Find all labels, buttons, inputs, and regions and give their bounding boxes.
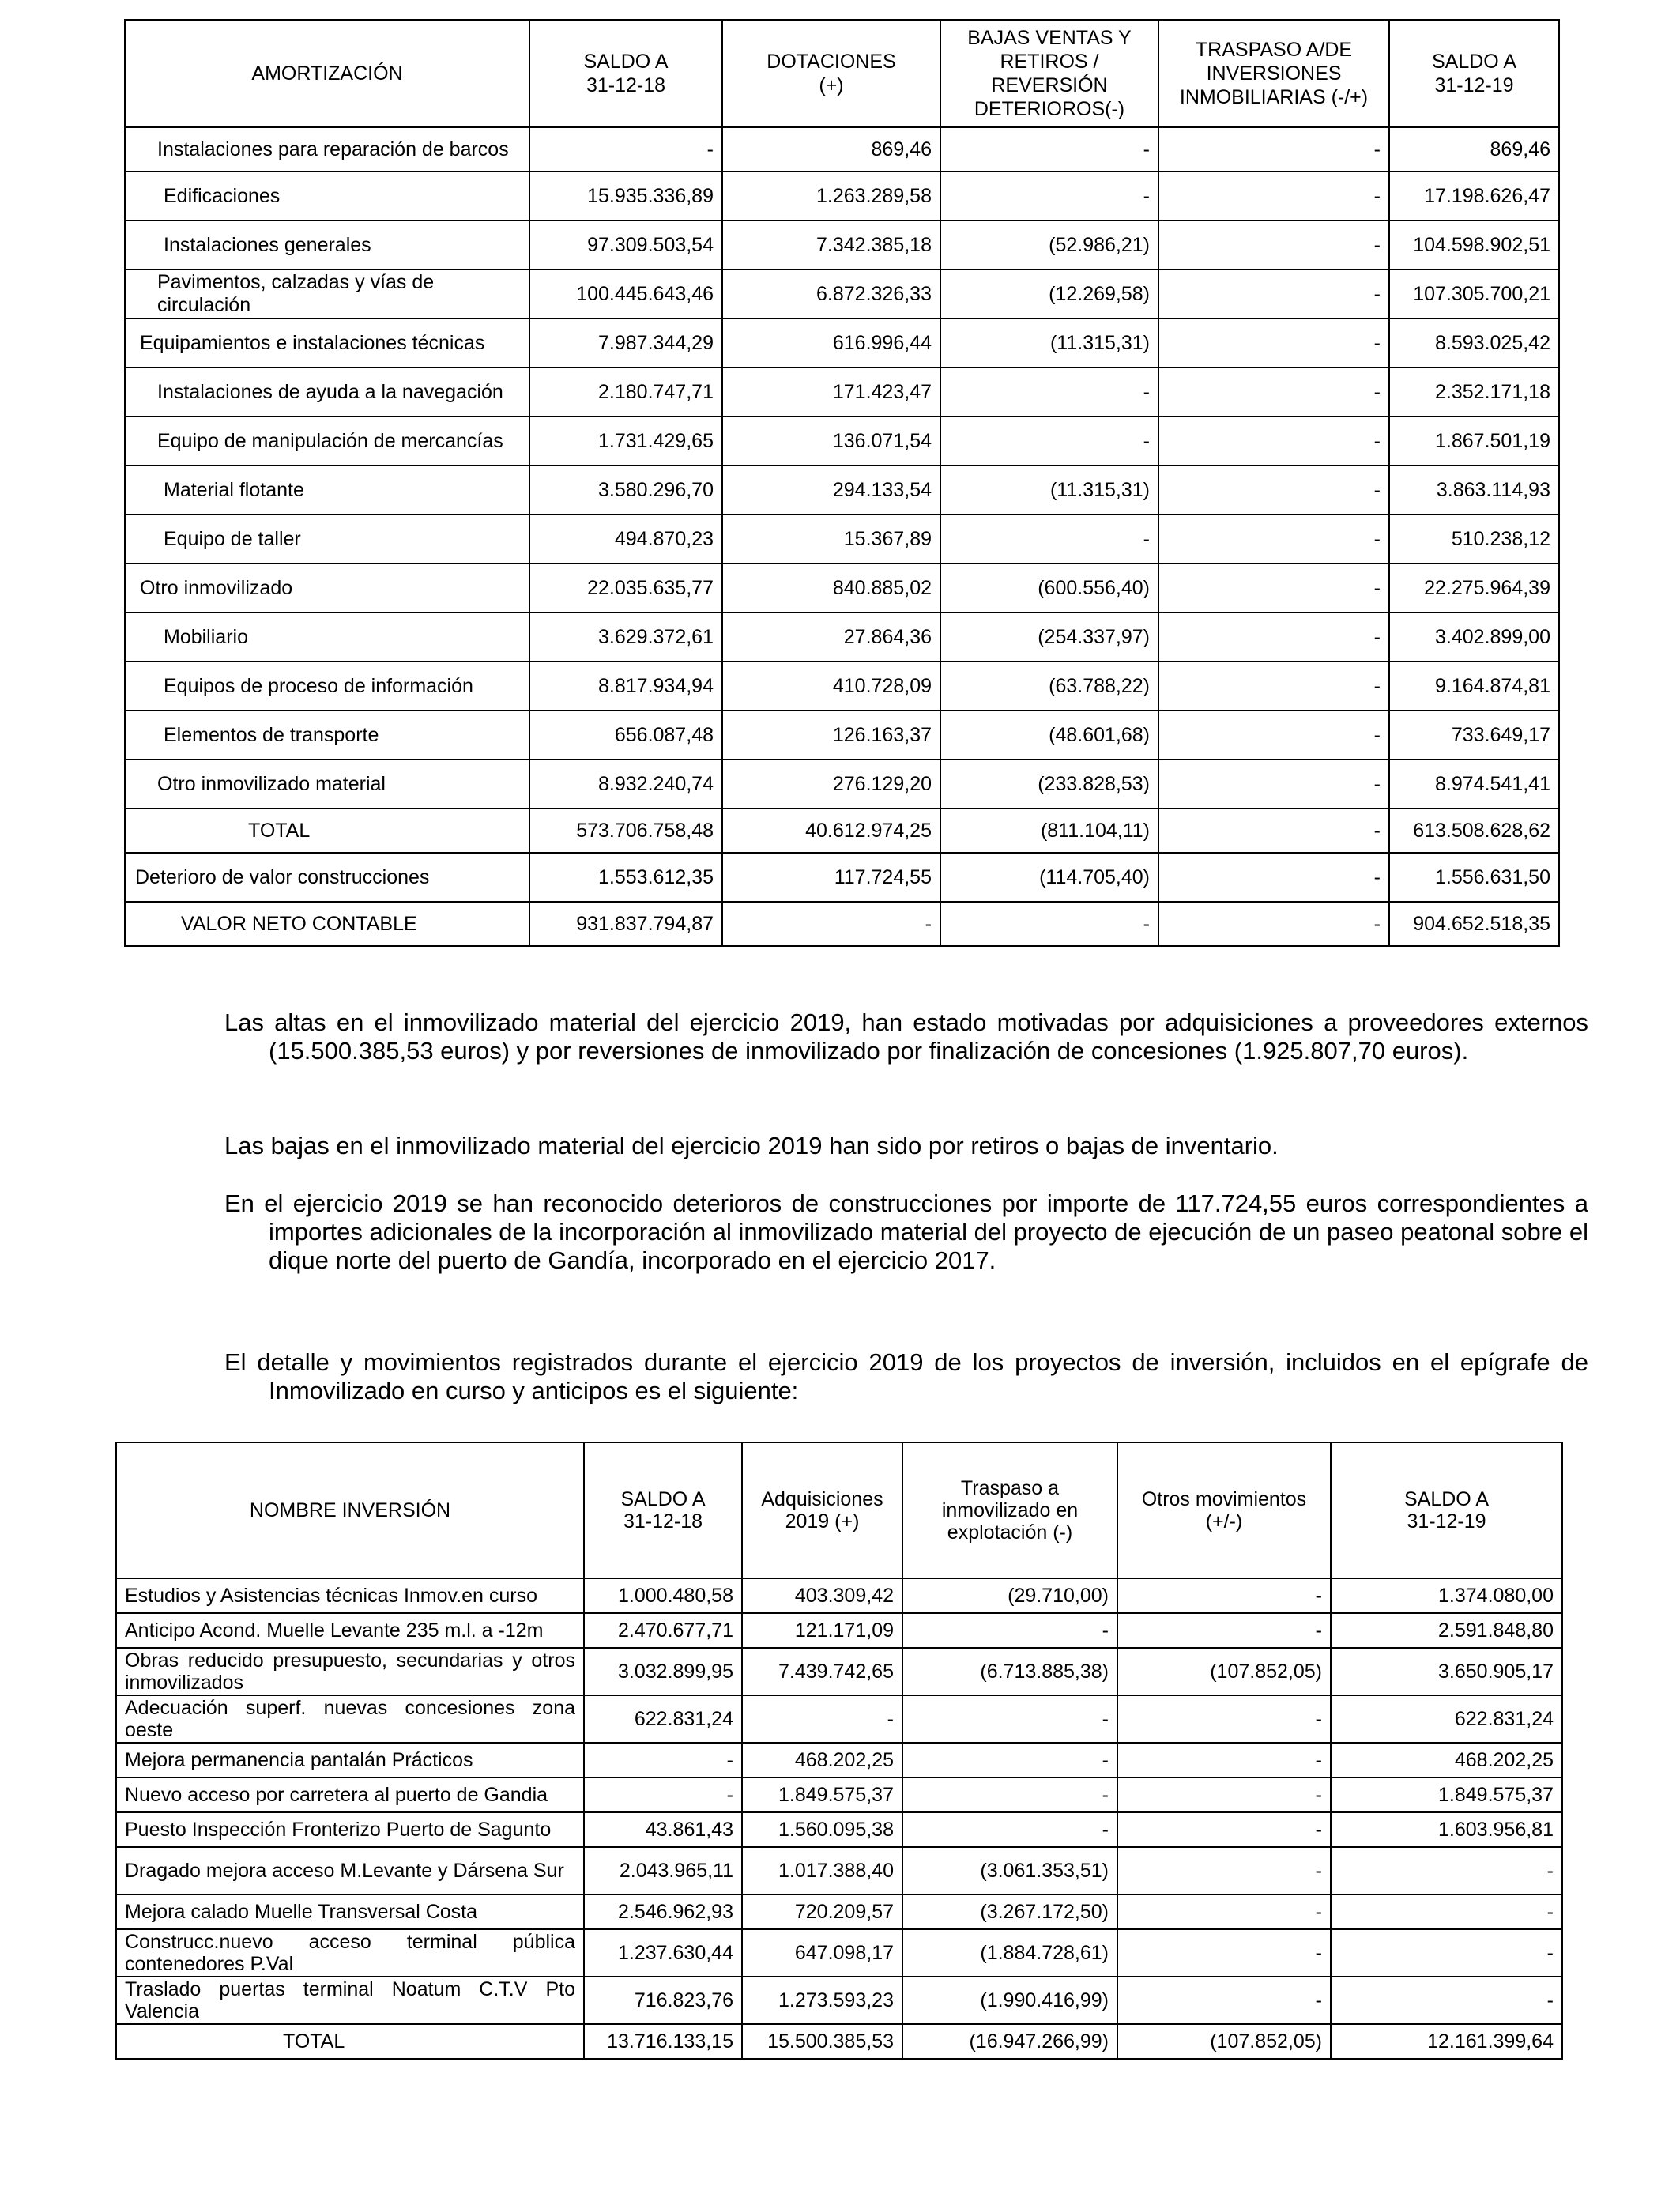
table-row	[116, 1695, 1562, 1743]
cell-bajas: -	[940, 368, 1158, 417]
cell-saldo-inicial: -	[529, 127, 722, 172]
row-label: Pavimentos, calzadas y vías de circulación	[125, 270, 529, 319]
cell-saldo-final: -	[1331, 1847, 1562, 1894]
cell-bajas: (48.601,68)	[940, 711, 1158, 760]
cell-saldo-final: -	[1331, 1894, 1562, 1929]
cell-traspaso: -	[1158, 515, 1389, 564]
table-row	[116, 1977, 1562, 2024]
column-header-nombre: NOMBRE INVERSIÓN	[116, 1442, 584, 1578]
cell-dotaciones: 1.263.289,58	[722, 172, 940, 221]
cell-saldo-final: 8.974.541,41	[1389, 760, 1559, 809]
table-row	[116, 1648, 1562, 1695]
table-row	[125, 466, 1559, 515]
column-header-otros: Otros movimientos (+/-)	[1117, 1442, 1331, 1578]
cell-saldo-final: 17.198.626,47	[1389, 172, 1559, 221]
table-row	[116, 1847, 1562, 1894]
cell-otros: -	[1117, 1847, 1331, 1894]
cell-adquisiciones: 121.171,09	[742, 1613, 902, 1648]
row-label: Mejora calado Muelle Transversal Costa	[116, 1894, 584, 1929]
cell-traspaso: -	[1158, 417, 1389, 466]
row-label: Otro inmovilizado material	[125, 760, 529, 809]
row-label: Equipos de proceso de información	[125, 662, 529, 711]
cell-saldo-final: 1.849.575,37	[1331, 1777, 1562, 1812]
cell-bajas: -	[940, 417, 1158, 466]
cell-bajas: -	[940, 172, 1158, 221]
cell-saldo-inicial: 716.823,76	[584, 1977, 742, 2024]
cell-traspaso: -	[1158, 760, 1389, 809]
table-row	[125, 417, 1559, 466]
cell-saldo-inicial: 622.831,24	[584, 1695, 742, 1743]
cell-bajas: (52.986,21)	[940, 221, 1158, 270]
cell-saldo-final: 613.508.628,62	[1389, 809, 1559, 853]
cell-saldo-final: 869,46	[1389, 127, 1559, 172]
cell-saldo-inicial: 494.870,23	[529, 515, 722, 564]
column-header-saldo-inicial: SALDO A 31-12-18	[584, 1442, 742, 1578]
row-label: Traslado puertas terminal Noatum C.T.V Pto Valencia	[116, 1977, 584, 2024]
table-row	[116, 1812, 1562, 1847]
cell-otros: -	[1117, 1613, 1331, 1648]
cell-bajas: (12.269,58)	[940, 270, 1158, 319]
cell-saldo-final: 9.164.874,81	[1389, 662, 1559, 711]
cell-traspaso: -	[1158, 221, 1389, 270]
cell-saldo-inicial: 931.837.794,87	[529, 902, 722, 946]
cell-saldo-final: 1.374.080,00	[1331, 1578, 1562, 1613]
cell-otros: -	[1117, 1578, 1331, 1613]
table-row	[125, 613, 1559, 662]
cell-dotaciones: 7.342.385,18	[722, 221, 940, 270]
table-row	[125, 319, 1559, 368]
cell-saldo-final: 733.649,17	[1389, 711, 1559, 760]
cell-traspaso: (6.713.885,38)	[902, 1648, 1117, 1695]
cell-otros: -	[1117, 1977, 1331, 2024]
cell-adquisiciones: 1.273.593,23	[742, 1977, 902, 2024]
cell-dotaciones: -	[722, 902, 940, 946]
cell-saldo-inicial: 3.580.296,70	[529, 466, 722, 515]
table-header-row	[116, 1442, 1562, 1578]
cell-dotaciones: 171.423,47	[722, 368, 940, 417]
cell-saldo-final: 3.650.905,17	[1331, 1648, 1562, 1695]
cell-traspaso: -	[902, 1812, 1117, 1847]
table-row	[125, 662, 1559, 711]
column-header-traspaso: Traspaso a inmovilizado en explotación (-)	[902, 1442, 1117, 1578]
row-label: Dragado mejora acceso M.Levante y Dársena Sur	[116, 1847, 584, 1894]
row-label: Mejora permanencia pantalán Prácticos	[116, 1743, 584, 1777]
column-header-bajas: BAJAS VENTAS Y RETIROS / REVERSIÓN DETERIOROS(-)	[940, 20, 1158, 127]
cell-dotaciones: 410.728,09	[722, 662, 940, 711]
row-label: Edificaciones	[125, 172, 529, 221]
cell-traspaso: -	[1158, 270, 1389, 319]
cell-saldo-final: 12.161.399,64	[1331, 2024, 1562, 2059]
cell-saldo-inicial: 656.087,48	[529, 711, 722, 760]
cell-bajas: (11.315,31)	[940, 466, 1158, 515]
cell-saldo-inicial: 2.043.965,11	[584, 1847, 742, 1894]
cell-traspaso: -	[902, 1695, 1117, 1743]
table-row	[116, 1929, 1562, 1977]
cell-bajas: (114.705,40)	[940, 853, 1158, 902]
cell-saldo-final: 3.863.114,93	[1389, 466, 1559, 515]
cell-saldo-final: 1.603.956,81	[1331, 1812, 1562, 1847]
cell-saldo-inicial: 1.553.612,35	[529, 853, 722, 902]
cell-traspaso: -	[1158, 564, 1389, 613]
total-row	[125, 809, 1559, 853]
cell-adquisiciones: 468.202,25	[742, 1743, 902, 1777]
row-label: Estudios y Asistencias técnicas Inmov.en curso	[116, 1578, 584, 1613]
table-row	[125, 221, 1559, 270]
table-row	[125, 368, 1559, 417]
cell-saldo-inicial: 97.309.503,54	[529, 221, 722, 270]
cell-bajas: (254.337,97)	[940, 613, 1158, 662]
cell-saldo-inicial: 3.032.899,95	[584, 1648, 742, 1695]
cell-dotaciones: 136.071,54	[722, 417, 940, 466]
cell-saldo-inicial: 22.035.635,77	[529, 564, 722, 613]
cell-adquisiciones: 720.209,57	[742, 1894, 902, 1929]
cell-saldo-final: 8.593.025,42	[1389, 319, 1559, 368]
cell-traspaso: -	[902, 1743, 1117, 1777]
cell-saldo-final: 510.238,12	[1389, 515, 1559, 564]
row-label: Equipo de manipulación de mercancías	[125, 417, 529, 466]
cell-traspaso: (29.710,00)	[902, 1578, 1117, 1613]
cell-adquisiciones: 15.500.385,53	[742, 2024, 902, 2059]
table-row	[116, 1777, 1562, 1812]
cell-traspaso: -	[1158, 368, 1389, 417]
cell-saldo-inicial: 8.817.934,94	[529, 662, 722, 711]
table-row	[125, 172, 1559, 221]
cell-otros: -	[1117, 1777, 1331, 1812]
row-label: Equipo de taller	[125, 515, 529, 564]
cell-bajas: (811.104,11)	[940, 809, 1158, 853]
cell-saldo-final: 1.867.501,19	[1389, 417, 1559, 466]
cell-traspaso: -	[1158, 902, 1389, 946]
row-label: Equipamientos e instalaciones técnicas	[125, 319, 529, 368]
cell-dotaciones: 126.163,37	[722, 711, 940, 760]
row-label: Obras reducido presupuesto, secundarias y otros inmovilizados	[116, 1648, 584, 1695]
cell-traspaso: -	[1158, 853, 1389, 902]
net-value-row	[125, 902, 1559, 946]
cell-dotaciones: 294.133,54	[722, 466, 940, 515]
paragraph-detalle: El detalle y movimientos registrados durante el ejercicio 2019 de los proyectos de inversión, incluidos en el epígrafe de Inmovilizado en curso y anticipos es el siguiente:	[224, 1348, 1588, 1404]
inversion-table	[115, 1442, 1563, 2060]
cell-bajas: -	[940, 127, 1158, 172]
cell-saldo-final: 22.275.964,39	[1389, 564, 1559, 613]
row-label: Instalaciones generales	[125, 221, 529, 270]
row-label: Mobiliario	[125, 613, 529, 662]
table-row	[125, 127, 1559, 172]
row-label: Nuevo acceso por carretera al puerto de Gandia	[116, 1777, 584, 1812]
table-row	[125, 564, 1559, 613]
cell-saldo-inicial: 1.237.630,44	[584, 1929, 742, 1977]
cell-bajas: -	[940, 515, 1158, 564]
cell-saldo-inicial: 15.935.336,89	[529, 172, 722, 221]
cell-saldo-inicial: 573.706.758,48	[529, 809, 722, 853]
cell-bajas: -	[940, 902, 1158, 946]
cell-saldo-final: 904.652.518,35	[1389, 902, 1559, 946]
cell-traspaso: -	[1158, 662, 1389, 711]
table-row	[125, 711, 1559, 760]
table-row	[125, 853, 1559, 902]
cell-dotaciones: 15.367,89	[722, 515, 940, 564]
row-label: Deterioro de valor construcciones	[125, 853, 529, 902]
table-row	[125, 760, 1559, 809]
cell-traspaso: -	[1158, 319, 1389, 368]
cell-bajas: (600.556,40)	[940, 564, 1158, 613]
row-label: Material flotante	[125, 466, 529, 515]
cell-saldo-final: 2.352.171,18	[1389, 368, 1559, 417]
cell-bajas: (233.828,53)	[940, 760, 1158, 809]
cell-dotaciones: 840.885,02	[722, 564, 940, 613]
cell-saldo-final: 1.556.631,50	[1389, 853, 1559, 902]
cell-saldo-inicial: 8.932.240,74	[529, 760, 722, 809]
cell-adquisiciones: 1.849.575,37	[742, 1777, 902, 1812]
cell-adquisiciones: 1.560.095,38	[742, 1812, 902, 1847]
row-label: Elementos de transporte	[125, 711, 529, 760]
cell-dotaciones: 117.724,55	[722, 853, 940, 902]
column-header-dotaciones: DOTACIONES (+)	[722, 20, 940, 127]
cell-saldo-final: 622.831,24	[1331, 1695, 1562, 1743]
column-header-traspaso: TRASPASO A/DE INVERSIONES INMOBILIARIAS (-/+)	[1158, 20, 1389, 127]
column-header-saldo-final: SALDO A 31-12-19	[1331, 1442, 1562, 1578]
table-header-row	[125, 20, 1559, 127]
cell-otros: -	[1117, 1695, 1331, 1743]
row-label: Instalaciones para reparación de barcos	[125, 127, 529, 172]
row-label: TOTAL	[116, 2024, 584, 2059]
row-label: Construcc.nuevo acceso terminal pública contenedores P.Val	[116, 1929, 584, 1977]
row-label: Puesto Inspección Fronterizo Puerto de Sagunto	[116, 1812, 584, 1847]
cell-otros: -	[1117, 1743, 1331, 1777]
row-label: Otro inmovilizado	[125, 564, 529, 613]
cell-adquisiciones: -	[742, 1695, 902, 1743]
cell-saldo-inicial: -	[584, 1743, 742, 1777]
cell-traspaso: -	[1158, 127, 1389, 172]
cell-traspaso: (3.267.172,50)	[902, 1894, 1117, 1929]
paragraph-deterioros: En el ejercicio 2019 se han reconocido deterioros de construcciones por importe de 117.724,55 euros correspondientes a importes adicionales de la incorporación al inmovilizado material del proyecto de ejecución de un paseo peatonal sobre el dique norte del puerto de Gandía, incorporado en el ejercicio 2017.	[224, 1189, 1588, 1274]
cell-dotaciones: 616.996,44	[722, 319, 940, 368]
cell-traspaso: (3.061.353,51)	[902, 1847, 1117, 1894]
cell-traspaso: -	[902, 1777, 1117, 1812]
cell-adquisiciones: 403.309,42	[742, 1578, 902, 1613]
cell-bajas: (11.315,31)	[940, 319, 1158, 368]
cell-saldo-inicial: 1.000.480,58	[584, 1578, 742, 1613]
cell-saldo-final: 2.591.848,80	[1331, 1613, 1562, 1648]
cell-saldo-inicial: 2.546.962,93	[584, 1894, 742, 1929]
cell-saldo-inicial: 7.987.344,29	[529, 319, 722, 368]
table-row	[116, 1613, 1562, 1648]
cell-adquisiciones: 7.439.742,65	[742, 1648, 902, 1695]
cell-adquisiciones: 647.098,17	[742, 1929, 902, 1977]
column-header-saldo-inicial: SALDO A 31-12-18	[529, 20, 722, 127]
row-label: Anticipo Acond. Muelle Levante 235 m.l. a -12m	[116, 1613, 584, 1648]
table-row	[125, 515, 1559, 564]
cell-traspaso: (1.884.728,61)	[902, 1929, 1117, 1977]
total-row	[116, 2024, 1562, 2059]
cell-saldo-final: 104.598.902,51	[1389, 221, 1559, 270]
cell-saldo-final: 107.305.700,21	[1389, 270, 1559, 319]
cell-dotaciones: 869,46	[722, 127, 940, 172]
cell-saldo-final: 3.402.899,00	[1389, 613, 1559, 662]
row-label: TOTAL	[125, 809, 529, 853]
cell-traspaso: -	[1158, 613, 1389, 662]
cell-saldo-final: -	[1331, 1977, 1562, 2024]
column-header-adquisiciones: Adquisiciones 2019 (+)	[742, 1442, 902, 1578]
cell-dotaciones: 276.129,20	[722, 760, 940, 809]
cell-traspaso: -	[1158, 172, 1389, 221]
table-row	[125, 270, 1559, 319]
cell-otros: -	[1117, 1929, 1331, 1977]
cell-dotaciones: 6.872.326,33	[722, 270, 940, 319]
row-label: VALOR NETO CONTABLE	[125, 902, 529, 946]
cell-bajas: (63.788,22)	[940, 662, 1158, 711]
cell-saldo-inicial: 2.180.747,71	[529, 368, 722, 417]
cell-traspaso: -	[902, 1613, 1117, 1648]
row-label: Instalaciones de ayuda a la navegación	[125, 368, 529, 417]
cell-otros: -	[1117, 1812, 1331, 1847]
cell-saldo-final: -	[1331, 1929, 1562, 1977]
cell-saldo-inicial: 13.716.133,15	[584, 2024, 742, 2059]
column-header-amortizacion: AMORTIZACIÓN	[125, 20, 529, 127]
cell-dotaciones: 27.864,36	[722, 613, 940, 662]
cell-adquisiciones: 1.017.388,40	[742, 1847, 902, 1894]
cell-dotaciones: 40.612.974,25	[722, 809, 940, 853]
cell-saldo-inicial: 100.445.643,46	[529, 270, 722, 319]
cell-saldo-inicial: -	[584, 1777, 742, 1812]
cell-otros: (107.852,05)	[1117, 1648, 1331, 1695]
table-row	[116, 1578, 1562, 1613]
cell-otros: -	[1117, 1894, 1331, 1929]
cell-otros: (107.852,05)	[1117, 2024, 1331, 2059]
table-row	[116, 1894, 1562, 1929]
cell-traspaso: -	[1158, 711, 1389, 760]
cell-traspaso: (16.947.266,99)	[902, 2024, 1117, 2059]
cell-saldo-inicial: 1.731.429,65	[529, 417, 722, 466]
cell-traspaso: (1.990.416,99)	[902, 1977, 1117, 2024]
table-row	[116, 1743, 1562, 1777]
cell-traspaso: -	[1158, 809, 1389, 853]
cell-saldo-inicial: 2.470.677,71	[584, 1613, 742, 1648]
cell-traspaso: -	[1158, 466, 1389, 515]
cell-saldo-inicial: 43.861,43	[584, 1812, 742, 1847]
paragraph-altas: Las altas en el inmovilizado material del ejercicio 2019, han estado motivadas por adquisiciones a proveedores externos (15.500.385,53 euros) y por reversiones de inmovilizado por finalización de concesiones (1.925.807,70 euros).	[224, 1008, 1588, 1065]
cell-saldo-inicial: 3.629.372,61	[529, 613, 722, 662]
row-label: Adecuación superf. nuevas concesiones zona oeste	[116, 1695, 584, 1743]
paragraph-bajas: Las bajas en el inmovilizado material del ejercicio 2019 han sido por retiros o bajas de inventario.	[224, 1132, 1279, 1159]
amortizacion-table	[124, 19, 1560, 947]
cell-saldo-final: 468.202,25	[1331, 1743, 1562, 1777]
column-header-saldo-final: SALDO A 31-12-19	[1389, 20, 1559, 127]
